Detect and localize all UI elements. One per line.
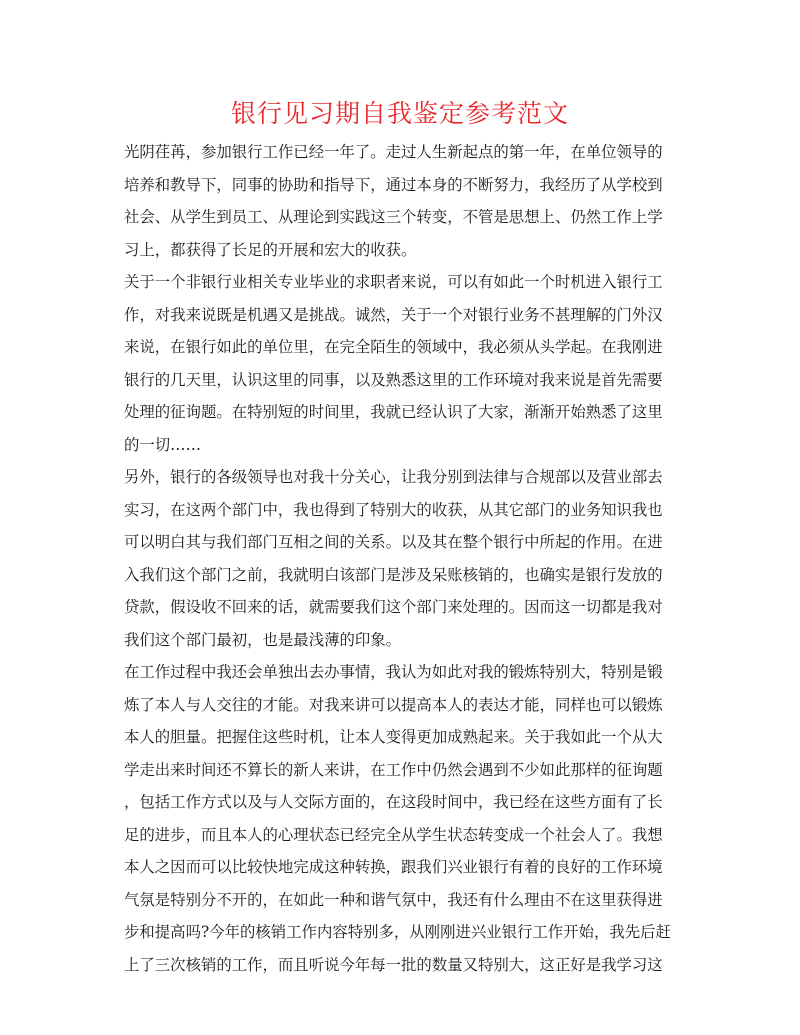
text-line: 可以明白其与我们部门互相之间的关系。以及其在整个银行中所起的作用。在进	[124, 533, 663, 551]
text-line: 炼了本人与人交往的才能。对我来讲可以提高本人的表达才能，同样也可以锻炼	[124, 695, 663, 714]
text-line: 社会、从学生到员工、从理论到实践这三个转变，不管是思想上、仍然工作上学	[124, 208, 663, 226]
text-line: 培养和教导下，同事的协助和指导下，通过本身的不断努力，我经历了从学校到	[124, 175, 663, 194]
text-line: 气氛是特别分不开的，在如此一种和谐气氛中，我还有什么理由不在这里获得进	[124, 890, 663, 909]
text-line: 足的进步，而且本人的心理状态已经完全从学生状态转变成一个社会人了。我想	[124, 825, 663, 844]
text-line: 上了三次核销的工作，而且听说今年每一批的数量又特别大，这正好是我学习这	[124, 955, 663, 974]
text-line: 来说，在银行如此的单位里，在完全陌生的领域中，我必须从头学起。在我刚进	[124, 338, 663, 356]
text-line: 我们这个部门最初，也是最浅薄的印象。	[124, 630, 402, 649]
text-line: 银行的几天里，认识这里的同事，以及熟悉这里的工作环境对我来说是首先需要	[124, 370, 663, 389]
text-line: 贷款，假设收不回来的话，就需要我们这个部门来处理的。因而这一切都是我对	[124, 598, 663, 616]
text-line: 光阴荏苒，参加银行工作已经一年了。走过人生新起点的第一年，在单位领导的	[124, 143, 663, 161]
text-line: 本人的胆量。把握住这些时机，让本人变得更加成熟起来。关于我如此一个从大	[124, 728, 663, 746]
text-line: 另外，银行的各级领导也对我十分关心，让我分别到法律与合规部以及营业部去	[124, 468, 663, 486]
text-line: 习上，都获得了长足的开展和宏大的收获。	[124, 240, 417, 259]
text-line: ，包括工作方式以及与人交际方面的，在这段时间中，我已经在这些方面有了长	[124, 793, 663, 811]
text-line: 作，对我来说既是机遇又是挑战。诚然，关于一个对银行业务不甚理解的门外汉	[124, 305, 663, 324]
text-line: 关于一个非银行业相关专业毕业的求职者来说，可以有如此一个时机进入银行工	[124, 273, 663, 291]
document-title: 银行见习期自我鉴定参考范文	[230, 99, 569, 128]
text-line: 的一切……	[124, 435, 201, 454]
text-line: 学走出来时间还不算长的新人来讲，在工作中仍然会遇到不少如此那样的征询题	[124, 760, 663, 779]
text-line: 入我们这个部门之前，我就明白该部门是涉及呆账核销的，也确实是银行发放的	[124, 565, 663, 584]
text-line: 在工作过程中我还会单独出去办事情，我认为如此对我的锻炼特别大，特别是锻	[124, 663, 663, 681]
text-line: 步和提高吗?今年的核销工作内容特别多，从刚刚进兴业银行工作开始，我先后赶	[124, 923, 671, 941]
text-line: 处理的征询题。在特别短的时间里，我就已经认识了大家，渐渐开始熟悉了这里	[124, 403, 663, 421]
text-line: 实习，在这两个部门中，我也得到了特别大的收获，从其它部门的业务知识我也	[124, 500, 663, 519]
document-body	[124, 136, 684, 981]
text-line: 本人之因而可以比较快地完成这种转换，跟我们兴业银行有着的良好的工作环境	[124, 858, 663, 876]
